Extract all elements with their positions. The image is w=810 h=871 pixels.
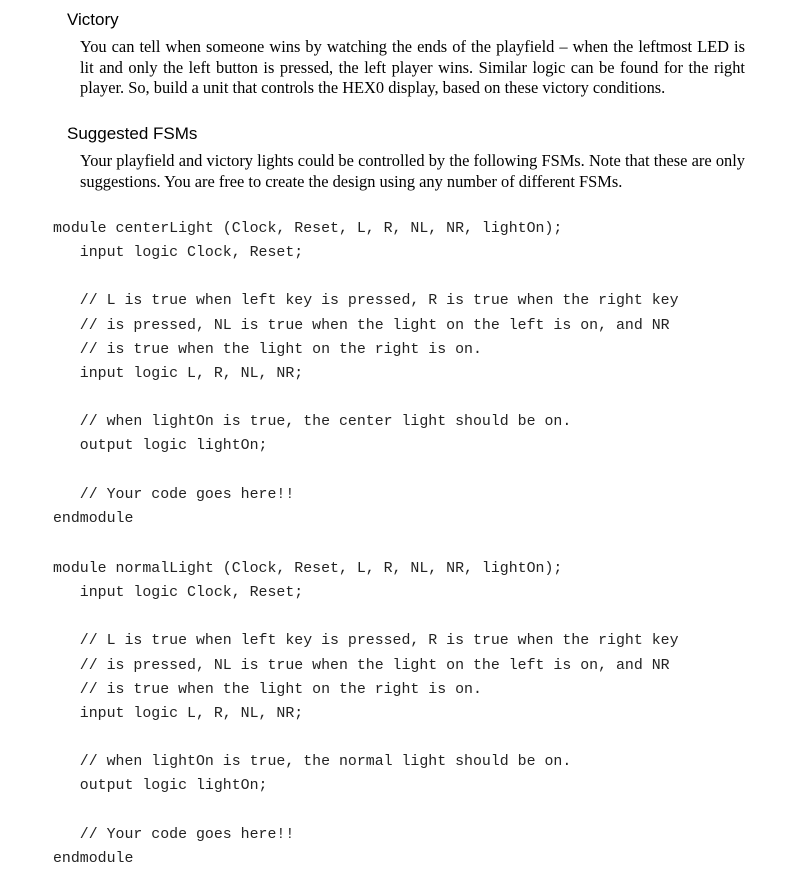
code-line: input logic Clock, Reset; — [53, 245, 304, 262]
code-line: // is true when the light on the right is on. — [53, 681, 482, 698]
code-line: // is pressed, NL is true when the light on the left is on, and NR — [53, 657, 670, 674]
code-line — [53, 726, 679, 750]
code-line: input logic L, R, NL, NR; — [53, 705, 304, 722]
code-line: endmodule — [53, 510, 134, 527]
code-line — [53, 605, 679, 629]
code-block-center-light — [53, 217, 679, 531]
code-line: endmodule — [53, 850, 134, 867]
suggested-fsms-paragraph: Your playfield and victory lights could be controlled by the following FSMs. Note that these are only suggestions. You are free to create the design using any number of different FSMs. — [80, 151, 745, 191]
code-line: output logic lightOn; — [53, 778, 268, 795]
code-line: // Your code goes here!! — [53, 486, 295, 503]
code-line: output logic lightOn; — [53, 438, 268, 455]
code-line: // L is true when left key is pressed, R is true when the right key — [53, 633, 679, 650]
code-line: // is true when the light on the right is on. — [53, 341, 482, 358]
code-line — [53, 386, 679, 410]
code-line: // is pressed, NL is true when the light on the left is on, and NR — [53, 317, 670, 334]
victory-paragraph: You can tell when someone wins by watching the ends of the playfield – when the leftmost LED is lit and only the left button is pressed, the left player wins. Similar logic can be found for the right player. So, build a unit that controls the HEX0 display, based on these victory conditions. — [80, 37, 745, 97]
code-line: // when lightOn is true, the center light should be on. — [53, 414, 572, 431]
code-line: // Your code goes here!! — [53, 826, 295, 843]
section-heading-victory: Victory — [67, 10, 119, 29]
code-line: // when lightOn is true, the normal light should be on. — [53, 754, 572, 771]
code-line: // L is true when left key is pressed, R is true when the right key — [53, 293, 679, 310]
code-line — [53, 265, 679, 289]
section-heading-suggested-fsms: Suggested FSMs — [67, 124, 198, 143]
code-line: input logic Clock, Reset; — [53, 585, 304, 602]
code-line: module normalLight (Clock, Reset, L, R, NL, NR, lightOn); — [53, 561, 563, 577]
code-line — [53, 458, 679, 482]
code-line — [53, 798, 679, 822]
code-line: module centerLight (Clock, Reset, L, R, NL, NR, lightOn); — [53, 221, 563, 237]
code-line: input logic L, R, NL, NR; — [53, 365, 304, 382]
code-block-normal-light — [53, 557, 679, 871]
